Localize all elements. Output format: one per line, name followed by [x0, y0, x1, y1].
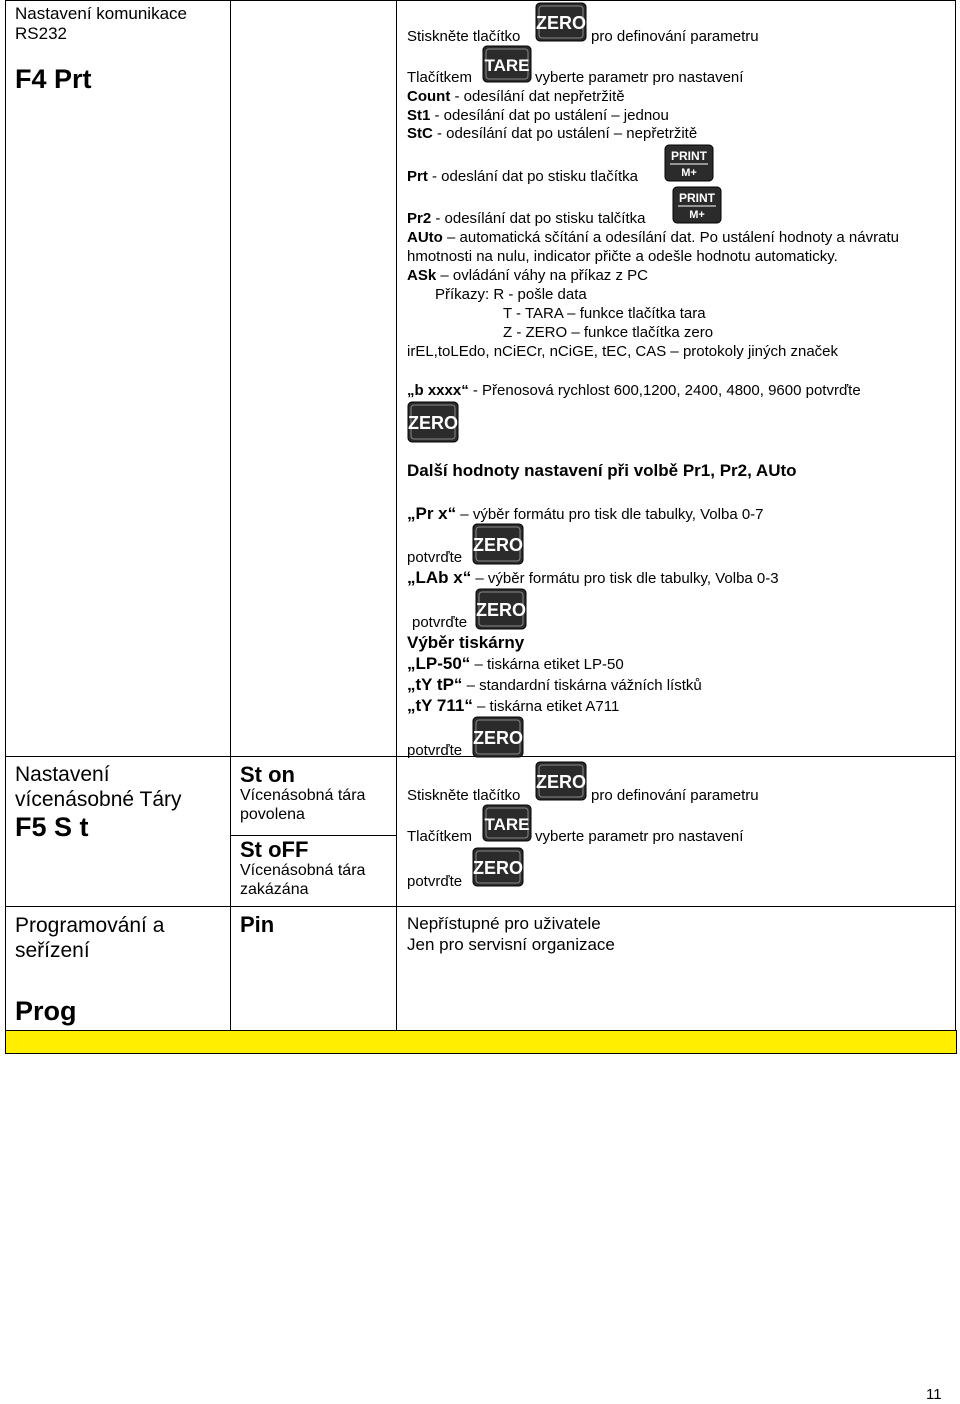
tytp-key: „tY tP“ — [407, 675, 463, 694]
row2-code: F5 S t — [15, 812, 89, 842]
opt1-desc-2: povolena — [240, 806, 305, 823]
column-divider-1 — [230, 0, 231, 1030]
ask-key: ASk — [407, 267, 437, 284]
printer-heading: Výběr tiskárny — [407, 633, 525, 652]
lp50-text: – tiskárna etiket LP-50 — [470, 656, 624, 673]
row1-zero-after: pro definování parametru — [591, 28, 759, 45]
prt-key: Prt — [407, 168, 428, 185]
auto-line-2: hmotnosti na nulu, indicator přičte a odešle hodnotu automaticky. — [407, 248, 838, 265]
row2-confirm: potvrďte — [407, 873, 463, 890]
stc-line — [407, 125, 697, 143]
zero-key-icon-4 — [475, 588, 527, 635]
row3-line-2: Jen pro servisní organizace — [407, 935, 615, 954]
svg-text:ZERO: ZERO — [472, 858, 524, 878]
svg-text:M+: M+ — [689, 209, 705, 221]
zero-key-icon-2 — [407, 401, 459, 448]
svg-text:ZERO: ZERO — [475, 600, 527, 620]
tytp-line — [407, 675, 702, 695]
st1-key: St1 — [407, 107, 431, 124]
pin-code: Pin — [240, 912, 275, 937]
page-number: 11 — [926, 1386, 942, 1403]
ty711-key: „tY 711“ — [407, 696, 473, 715]
opt2-desc-2: zakázána — [240, 881, 309, 898]
ask-line — [407, 267, 648, 285]
ty711-line — [407, 696, 619, 716]
count-text: - odesílání dat nepřetržitě — [450, 88, 625, 105]
zero-key-icon-6 — [535, 761, 587, 806]
table-border-top — [5, 0, 955, 1]
highlight-bar — [5, 1030, 957, 1054]
labx-text: – výběr formátu pro tisk dle tabulky, Volba 0-3 — [471, 570, 779, 587]
svg-text:ZERO: ZERO — [535, 13, 587, 33]
auto-text: – automatická sčítání a odesílání dat. Po ustálení hodnoty a návratu — [442, 229, 899, 246]
pr2-text: - odesílání dat po stisku talčítka — [431, 210, 646, 227]
svg-text:TARE: TARE — [484, 815, 530, 834]
svg-text:ZERO: ZERO — [472, 535, 524, 555]
row2-tare-intro: Tlačítkem — [407, 828, 473, 845]
tare-key-icon-2 — [482, 804, 532, 847]
svg-text:ZERO: ZERO — [407, 413, 459, 433]
row2-zero-after: pro definování parametru — [591, 787, 759, 804]
pr2-line — [407, 210, 645, 228]
row3-line-1: Nepřístupné pro uživatele — [407, 914, 601, 933]
table-border-left — [5, 0, 6, 1052]
pr2-key: Pr2 — [407, 210, 432, 227]
stc-text: - odesílání dat po ustálení – nepřetržitě — [432, 125, 698, 142]
labx-key: „LAb x“ — [407, 568, 472, 587]
row2-title-line1: Nastavení — [15, 763, 110, 786]
baud-text: - Přenosová rychlost 600,1200, 2400, 4800, 9600 potvrďte — [468, 382, 861, 399]
ty711-text: – tiskárna etiket A711 — [472, 698, 620, 715]
stc-key: StC — [407, 125, 433, 142]
confirm-3: potvrďte — [407, 742, 463, 759]
st1-text: - odesílání dat po ustálení – jednou — [430, 107, 669, 124]
row2-tare-after: vyberte parametr pro nastavení — [535, 828, 744, 845]
row3-title-line2: seřízení — [15, 939, 90, 962]
tytp-text: – standardní tiskárna vážních lístků — [462, 677, 702, 694]
column-divider-2 — [396, 0, 397, 1030]
count-key: Count — [407, 88, 451, 105]
svg-text:ZERO: ZERO — [535, 772, 587, 792]
prx-key: „Pr x“ — [407, 504, 457, 523]
cmd-t: T - TARA – funkce tlačítka tara — [503, 305, 706, 322]
svg-text:M+: M+ — [681, 167, 697, 179]
auto-line — [407, 229, 899, 247]
zero-key-icon-3 — [472, 523, 524, 570]
ask-text: – ovládání váhy na příkaz z PC — [436, 267, 648, 284]
zero-key-icon-5 — [472, 716, 524, 763]
tare-key-icon — [482, 45, 532, 88]
opt2-desc-1: Vícenásobná tára — [240, 862, 366, 879]
row1-title-line1: Nastavení komunikace — [15, 4, 187, 23]
baud-line — [407, 382, 861, 400]
svg-text:PRINT: PRINT — [671, 149, 707, 163]
cmd-head: Příkazy: R - pošle data — [435, 286, 587, 303]
auto-key: AUto — [407, 229, 443, 246]
opt2-code: St oFF — [240, 837, 309, 862]
zero-key-icon — [535, 2, 587, 47]
opt1-code: St on — [240, 762, 295, 787]
more-settings-heading: Další hodnoty nastavení při volbě Pr1, Pr2, AUto — [407, 461, 797, 480]
lp50-line — [407, 654, 624, 674]
row2-zero-intro: Stiskněte tlačítko — [407, 787, 521, 804]
print-key-icon — [664, 144, 714, 187]
opt1-desc-1: Vícenásobná tára — [240, 787, 366, 804]
row1-title-line2: RS232 — [15, 24, 67, 43]
confirm-2: potvrďte — [412, 614, 468, 631]
lp50-key: „LP-50“ — [407, 654, 471, 673]
prx-text: – výběr formátu pro tisk dle tabulky, Volba 0-7 — [456, 506, 764, 523]
table-border-right — [955, 0, 956, 1052]
row1-tare-intro: Tlačítkem — [407, 69, 473, 86]
print-key-icon-2 — [672, 186, 722, 229]
prt-text: - odeslání dat po stisku tlačítka — [427, 168, 638, 185]
row-divider-opt — [230, 835, 396, 836]
cmd-z: Z - ZERO – funkce tlačítka zero — [503, 324, 714, 341]
protocols-line: irEL,toLEdo, nCiECr, nCiGE, tEC, CAS – protokoly jiných značek — [407, 343, 839, 360]
prx-line — [407, 504, 764, 524]
row2-title-line2: vícenásobné Táry — [15, 788, 182, 811]
baud-key: „b xxxx“ — [407, 382, 469, 399]
row1-zero-intro: Stiskněte tlačítko — [407, 28, 521, 45]
row3-title-line1: Programování a — [15, 914, 165, 937]
svg-text:TARE: TARE — [484, 56, 530, 75]
count-line — [407, 88, 625, 106]
row3-code: Prog — [15, 996, 77, 1026]
st1-line — [407, 107, 669, 125]
confirm-1: potvrďte — [407, 549, 463, 566]
row1-tare-after: vyberte parametr pro nastavení — [535, 69, 744, 86]
row-divider-2 — [5, 906, 955, 907]
svg-text:PRINT: PRINT — [679, 191, 715, 205]
labx-line — [407, 568, 779, 588]
row1-code: F4 Prt — [15, 64, 92, 94]
prt-line — [407, 168, 638, 186]
zero-key-icon-7 — [472, 847, 524, 892]
svg-text:ZERO: ZERO — [472, 728, 524, 748]
